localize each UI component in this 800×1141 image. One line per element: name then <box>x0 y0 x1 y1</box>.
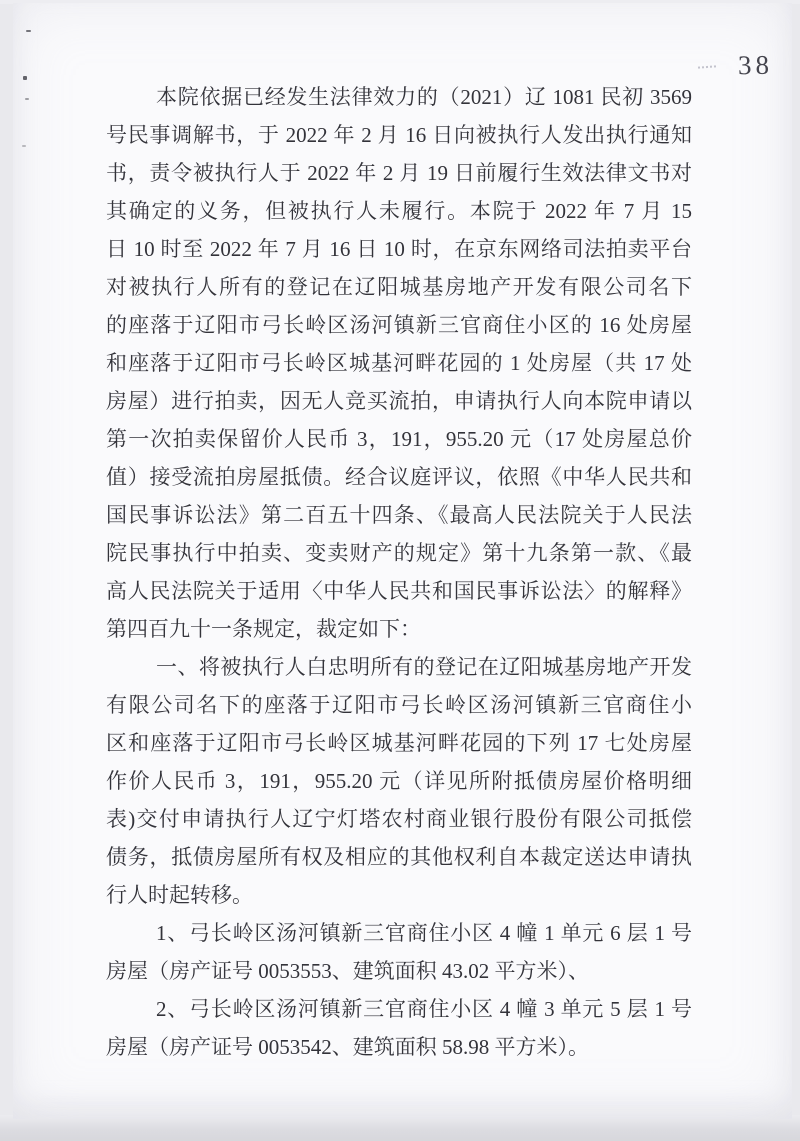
ink-speck <box>26 30 31 32</box>
document-line: 房屋（房产证号 0053542、建筑面积 58.98 平方米）。 <box>106 1035 589 1059</box>
document-line: 作价人民币 3，191，955.20 元（详见所附抵债房屋价格明细 <box>106 769 692 793</box>
document-line: 第一次拍卖保留价人民币 3，191，955.20 元（17 处房屋总价 <box>106 427 692 451</box>
document-line: 有限公司名下的座落于辽阳市弓长岭区汤河镇新三官商住小 <box>106 693 692 717</box>
document-line: 的座落于辽阳市弓长岭区汤河镇新三官商住小区的 16 处房屋 <box>106 313 692 337</box>
document-line: 1、弓长岭区汤河镇新三官商住小区 4 幢 1 单元 6 层 1 号 <box>156 921 692 945</box>
document-line: 债务，抵债房屋所有权及相应的其他权利自本裁定送达申请执 <box>106 845 692 869</box>
document-line: 表)交付申请执行人辽宁灯塔农村商业银行股份有限公司抵偿 <box>106 807 692 831</box>
document-line: 值）接受流拍房屋抵债。经合议庭评议，依照《中华人民共和 <box>106 465 692 489</box>
document-line: 第四百九十一条规定，裁定如下： <box>106 617 421 641</box>
ink-speck <box>23 76 27 80</box>
document-body <box>106 78 692 1066</box>
document-line: 国民事诉讼法》第二百五十四条、《最高人民法院关于人民法 <box>106 503 692 527</box>
document-line: 区和座落于辽阳市弓长岭区城基河畔花园的下列 17 七处房屋 <box>106 731 692 755</box>
ink-speck <box>25 98 29 100</box>
document-line: 房屋）进行拍卖，因无人竞买流拍，申请执行人向本院申请以 <box>106 389 692 413</box>
document-line: 一、将被执行人白忠明所有的登记在辽阳城基房地产开发 <box>156 655 692 679</box>
document-line: 行人时起转移。 <box>106 883 253 907</box>
document-line: 院民事执行中拍卖、变卖财产的规定》第十九条第一款、《最 <box>106 541 692 565</box>
ink-speck <box>22 145 26 147</box>
document-line: 日 10 时至 2022 年 7 月 16 日 10 时，在京东网络司法拍卖平台 <box>106 237 692 261</box>
document-line: 和座落于辽阳市弓长岭区城基河畔花园的 1 处房屋（共 17 处 <box>106 351 692 375</box>
document-line: 书，责令被执行人于 2022 年 2 月 19 日前履行生效法律文书对 <box>106 161 692 185</box>
document-line: 本院依据已经发生法律效力的（2021）辽 1081 民初 3569 <box>156 85 692 109</box>
document-line: 高人民法院关于适用〈中华人民共和国民事诉讼法〉的解释》 <box>106 579 692 603</box>
document-line: 2、弓长岭区汤河镇新三官商住小区 4 幢 3 单元 5 层 1 号 <box>156 997 692 1021</box>
document-line: 房屋（房产证号 0053553、建筑面积 43.02 平方米）、 <box>106 959 589 983</box>
page-number: 38 <box>737 49 774 81</box>
document-line: 其确定的义务，但被执行人未履行。本院于 2022 年 7 月 15 <box>106 199 692 223</box>
document-line: 对被执行人所有的登记在辽阳城基房地产开发有限公司名下 <box>106 275 692 299</box>
document-line: 号民事调解书，于 2022 年 2 月 16 日向被执行人发出执行通知 <box>106 123 692 147</box>
